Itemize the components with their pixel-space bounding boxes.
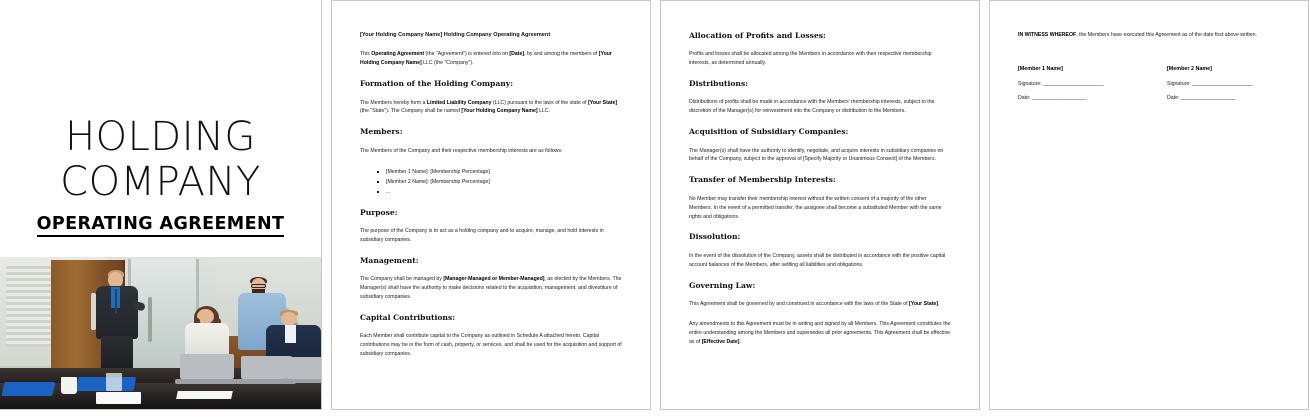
intro-paragraph: This Operating Agreement (the "Agreement") is entered into on [Date], by and among the members of [Your Holding Company Name] LLC (the "Company"). bbox=[360, 51, 612, 67]
purpose-paragraph: The purpose of the Company is to act as a holding company and to acquire, manage, and hold interests in subsidiary companies. bbox=[360, 228, 604, 244]
signatory-1 bbox=[1018, 66, 1131, 109]
heading-distributions: Distributions: bbox=[689, 79, 749, 89]
members-intro: The Members of the Company and their respective membership interests are as follows: bbox=[360, 147, 563, 154]
distributions-paragraph: Distributions of profits shall be made in accordance with the Members' membership interests, subject to the discretion of the Manager(s) for reinvestment into the Company or distribution to the Members. bbox=[689, 99, 935, 115]
amendments-paragraph: Any amendments to this Agreement must be in writing and signed by all Members. This Agreement constitutes the entire understanding among the Members and supersedes all prior agreements. This Agreement shall be effective as of [Effective Date]. bbox=[689, 320, 951, 345]
page-3-agreement-part-2 bbox=[660, 0, 980, 410]
cover-title-block bbox=[0, 115, 321, 237]
formation-paragraph: The Members hereby form a Limited Liability Company (LLC) pursuant to the laws of the state of [Your State] (the "State"). The Company shall be named [Your Holding Company Name] LLC. bbox=[360, 99, 618, 115]
heading-dissolution: Dissolution: bbox=[689, 232, 741, 242]
person-standing-suit bbox=[93, 272, 141, 366]
document-header: [Your Holding Company Name] Holding Company Operating Agreement bbox=[360, 32, 551, 38]
heading-management: Management: bbox=[360, 256, 419, 266]
heading-members: Members: bbox=[360, 127, 403, 137]
heading-transfer: Transfer of Membership Interests: bbox=[689, 175, 836, 185]
heading-purpose: Purpose: bbox=[360, 208, 398, 217]
transfer-paragraph: No Member may transfer their membership interest without the written consent of a majority of the other Members. In the event of a permitted transfer, the assignee shall become a substituted Member with the same rights and obligations. bbox=[689, 195, 942, 220]
witness-paragraph: IN WITNESS WHEREOF, the Members have executed this Agreement as of the date first above written. bbox=[1018, 32, 1258, 38]
governing-law-paragraph: This Agreement shall be governed by and construed in accordance with the laws of the State of [Your State]. bbox=[689, 300, 940, 307]
page-4-signatures bbox=[989, 0, 1309, 410]
list-item: ... bbox=[386, 187, 622, 197]
heading-governing-law: Governing Law: bbox=[689, 280, 756, 290]
list-item: [Member 2 Name]: [Membership Percentage] bbox=[386, 177, 622, 187]
capital-paragraph: Each Member shall contribute capital to the Company as outlined in Schedule A attached hereto. Capital contributions may be in the form of cash, property, or services, and shall be used for the acquisition and support of subsidiary companies. bbox=[360, 333, 622, 358]
heading-allocation: Allocation of Profits and Losses: bbox=[689, 31, 826, 40]
date-field[interactable]: Date: ___________________ bbox=[1018, 94, 1087, 101]
signatory-2 bbox=[1167, 66, 1280, 109]
signatory-name: [Member 2 Name] bbox=[1167, 65, 1212, 72]
members-list bbox=[360, 167, 622, 197]
signature-field[interactable]: Signature: _____________________ bbox=[1167, 80, 1253, 87]
heading-acquisition: Acquisition of Subsidiary Companies: bbox=[689, 127, 849, 137]
signatory-name: [Member 1 Name] bbox=[1018, 65, 1063, 72]
signature-block bbox=[1018, 66, 1280, 109]
cover-title-line-2: COMPANY bbox=[60, 159, 261, 205]
list-item: [Member 1 Name]: [Membership Percentage] bbox=[386, 167, 622, 177]
cover-photo bbox=[0, 257, 321, 409]
date-field[interactable]: Date: ___________________ bbox=[1167, 94, 1236, 101]
dissolution-paragraph: In the event of the dissolution of the Company, assets shall be distributed in accordance with the positive capital account balances of the Members, after settling all liabilities and obligations. bbox=[689, 252, 946, 268]
heading-formation: Formation of the Holding Company: bbox=[360, 79, 514, 89]
page-2-agreement-part-1 bbox=[331, 0, 651, 410]
signature-field[interactable]: Signature: _____________________ bbox=[1018, 80, 1104, 87]
allocation-paragraph: Profits and losses shall be allocated among the Members in accordance with their respective membership interests, as determined annually. bbox=[689, 51, 932, 67]
cover-title-line-1: HOLDING bbox=[65, 114, 256, 160]
page-1-cover bbox=[0, 0, 322, 410]
cover-subtitle: OPERATING AGREEMENT bbox=[37, 214, 285, 237]
management-paragraph: The Company shall be managed by [Manager-Managed or Member-Managed], as elected by the Members. The Manager(s) shall have the authority to make decisions related to the acquisition, management, and divestiture of subsidiary companies. bbox=[360, 276, 622, 301]
heading-capital-contributions: Capital Contributions: bbox=[360, 313, 456, 323]
acquisition-paragraph: The Manager(s) shall have the authority to identify, negotiate, and acquire interests in subsidiary companies on behalf of the Company, subject to the approval of [Specify Majority or Unanimous Consent] of the Members. bbox=[689, 147, 944, 163]
